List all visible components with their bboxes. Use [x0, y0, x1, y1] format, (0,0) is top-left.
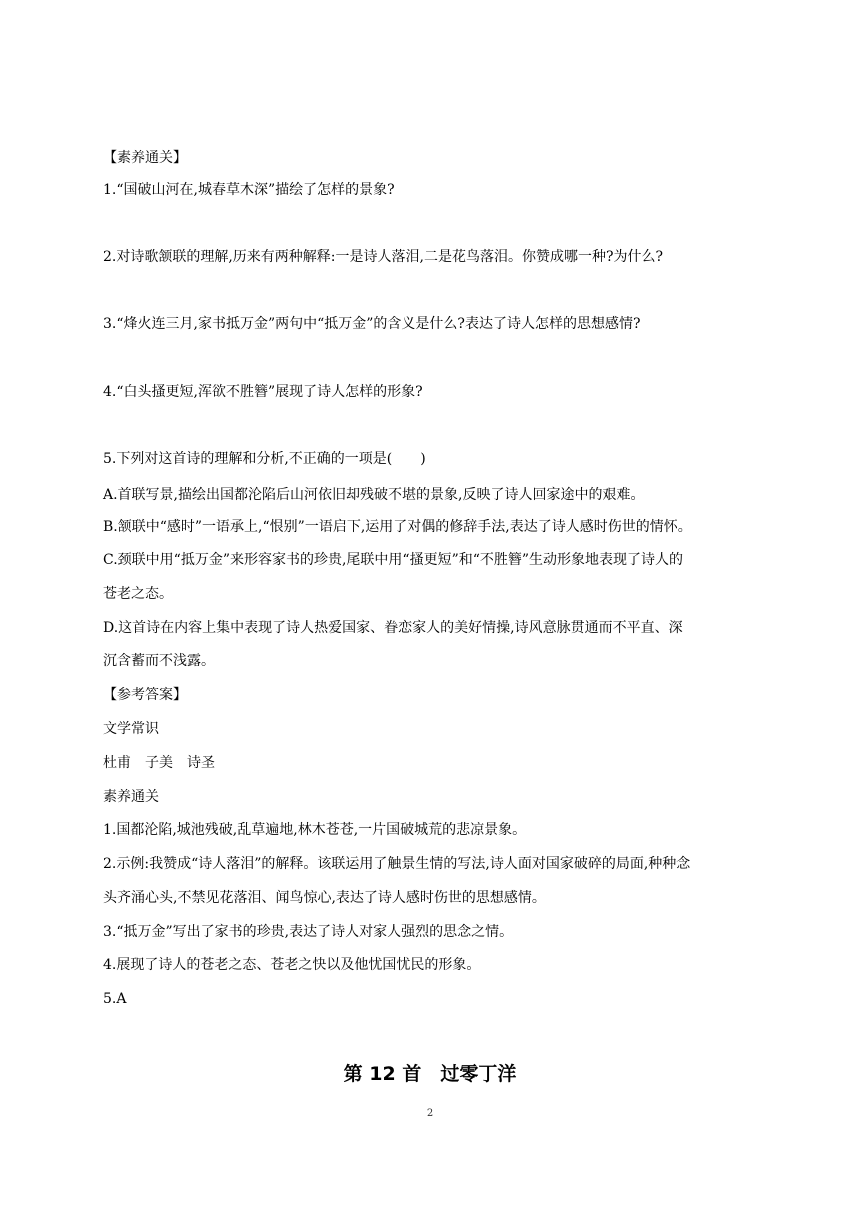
option-c-line-1: C.颈联中用“抵万金”来形容家书的珍贵,尾联中用“搔更短”和“不胜簪”生动形象地表现了诗人的	[103, 552, 684, 568]
option-a: A.首联写景,描绘出国都沦陷后山河依旧却残破不堪的景象,反映了诗人回家途中的艰难。	[103, 487, 645, 503]
question-1: 1.“国破山河在,城春草木深”描绘了怎样的景象?	[103, 182, 395, 198]
answers-literature-answer: 杜甫 子美 诗圣	[103, 755, 215, 771]
answer-3: 3.“抵万金”写出了家书的珍贵,表达了诗人对家人强烈的思念之情。	[103, 924, 514, 940]
answers-practice-heading: 素养通关	[103, 789, 159, 805]
option-d-line-2: 沉含蓄而不浅露。	[103, 653, 215, 669]
option-b: B.颔联中“感时”一语承上,“恨别”一语启下,运用了对偶的修辞手法,表达了诗人感时伤世的情怀。	[103, 519, 692, 535]
option-d-line-1: D.这首诗在内容上集中表现了诗人热爱国家、眷恋家人的美好情操,诗风意脉贯通而不平直、深	[103, 620, 683, 636]
answer-2-line-1: 2.示例:我赞成“诗人落泪”的解释。该联运用了触景生情的写法,诗人面对国家破碎的局面,种种念	[103, 856, 691, 872]
answer-2-line-2: 头齐涌心头,不禁见花落泪、闻鸟惊心,表达了诗人感时伤世的思想感情。	[103, 890, 546, 906]
answers-literature-heading: 文学常识	[103, 721, 159, 737]
answer-5: 5.A	[103, 991, 127, 1007]
question-5: 5.下列对这首诗的理解和分析,不正确的一项是( )	[103, 451, 426, 467]
answer-1: 1.国都沦陷,城池残破,乱草遍地,林木苍苍,一片国破城荒的悲凉景象。	[103, 822, 527, 838]
question-3: 3.“烽火连三月,家书抵万金”两句中“抵万金”的含义是什么?表达了诗人怎样的思想感情?	[103, 316, 641, 332]
answers-section-heading: 【参考答案】	[103, 687, 187, 703]
answer-4: 4.展现了诗人的苍老之态、苍老之快以及他忧国忧民的形象。	[103, 957, 481, 973]
practice-section-heading: 【素养通关】	[103, 150, 187, 166]
option-c-line-2: 苍老之态。	[103, 586, 173, 602]
next-poem-title: 第 12 首 过零丁洋	[343, 1063, 517, 1085]
question-4: 4.“白头搔更短,浑欲不胜簪”展现了诗人怎样的形象?	[103, 384, 423, 400]
page-number: 2	[426, 1108, 434, 1119]
question-2: 2.对诗歌颔联的理解,历来有两种解释:一是诗人落泪,二是花鸟落泪。你赞成哪一种?为什么?	[103, 249, 663, 265]
